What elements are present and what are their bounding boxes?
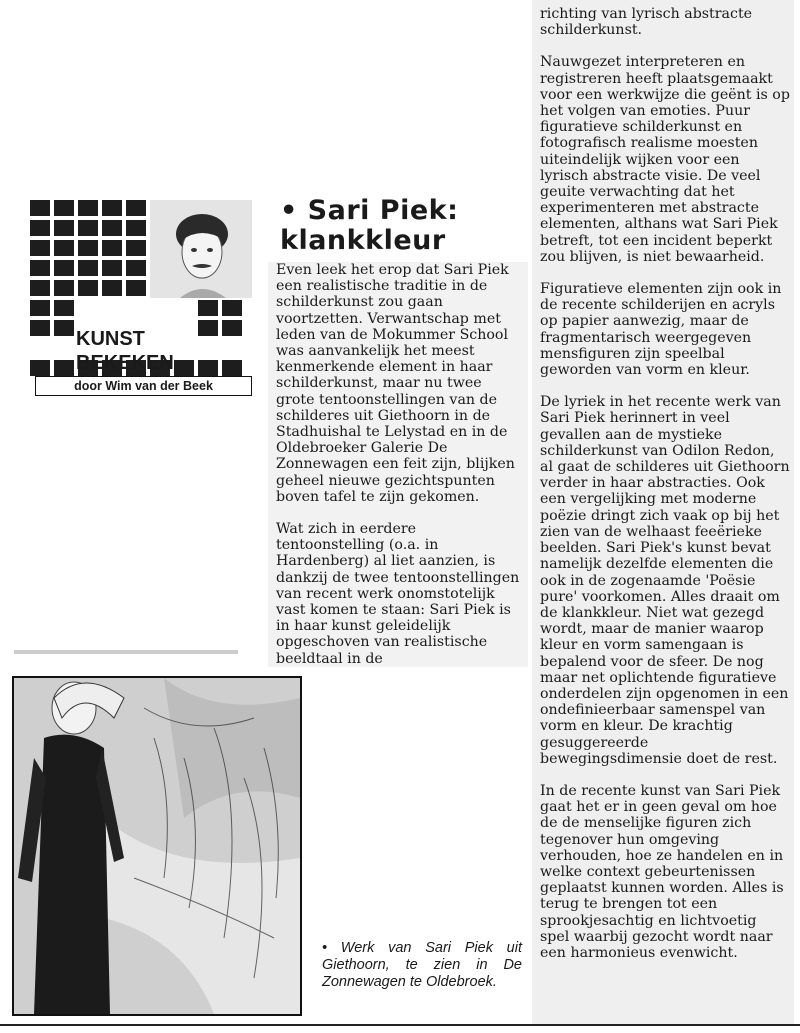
logo-title-kunst: KUNST — [76, 328, 145, 350]
photo-caption: • Werk van Sari Piek uit Giethoorn, te zien in De Zonnewagen te Oldebroek. — [322, 940, 522, 990]
article-column-middle — [268, 186, 528, 683]
paragraph: Figuratieve elementen zijn ook in de recente schilderijen en acryls op papier aanwezig, maar de fragmentarisch weergegeven mensfiguren zijn speelbal geworden van vorm en kleur. — [540, 281, 782, 379]
clipped-text-fragment — [14, 650, 238, 654]
paragraph: Even leek het erop dat Sari Piek een realistische traditie in de schilderkunst zou gaan voortzetten. Verwantschap met leden van de Mokummer School was aanvankelijk het meest kenmerkende element in haar schilderkunst, maar nu twee grote tentoonstellingen van de schilderes uit Giethoorn in de Stadhuishal te Lelystad en in de Oldebroeker Galerie De Zonnewagen een feit zijn, blijken geheel nieuwe gezichtspunten boven tafel te zijn gekomen. — [276, 262, 515, 505]
logo-title-bekeken: BEKEKEN — [76, 352, 174, 374]
headline: • Sari Piek: klankkleur — [280, 195, 459, 256]
paragraph: richting van lyrisch abstracte schilderkunst. — [540, 6, 753, 39]
paragraph: Nauwgezet interpreteren en registreren heeft plaatsgemaakt voor een werkwijze die geënt is op het volgen van emoties. Puur figuratieve schilderkunst en fotografisch realisme moesten uiteindelijk wijken voor een lyrisch abstracte visie. De veel geuite verwachting dat het experimenteren met abstracte elementen, althans wat Sari Piek betreft, tot een incident beperkt zou blijven, is niet bewaarheid. — [540, 54, 790, 265]
artwork-photo — [12, 676, 302, 1016]
paragraph: In de recente kunst van Sari Piek gaat het er in geen geval om hoe de de menselijke figuren zich tegenover hun omgeving verhouden, hoe ze handelen en in welke context gebeurtenissen geplaatst kunnen worden. Alles is terug te brengen tot een sprookjesachtig en lichtvoetig spel waarbij gezocht wordt naar een harmonieus evenwicht. — [540, 782, 784, 961]
author-byline: door Wim van der Beek — [35, 376, 252, 396]
paragraph: Wat zich in eerdere tentoonstelling (o.a. in Hardenberg) al liet aanzien, is dankzij de twee tentoonstellingen van recent werk onomstotelijk vast komen te staan: Sari Piek is in haar kunst geleidelijk opgeschoven van realistische beeldtaal in de — [276, 521, 520, 667]
article-body-middle — [268, 262, 528, 667]
kunst-bekeken-logo — [30, 200, 252, 426]
article-column-right — [532, 0, 794, 1024]
bottom-rule — [0, 1024, 800, 1026]
paragraph: De lyriek in het recente werk van Sari Piek herinnert in veel gevallen aan de mystieke schilderkunst van Odilon Redon, al gaat de schilderes uit Giethoorn verder in haar abstracties. Ook een vergelijking met moderne poëzie dringt zich vaak op bij het zien van de welhaast feeërieke beelden. Sari Piek's kunst bevat namelijk dezelfde elementen die ook in de zogenaamde 'Poësie pure' voorkomen. Alles draait om de klankkleur. Niet wat gezegd wordt, maar de manier waarop kleur en vorm samengaan is bepalend voor de sfeer. De nog maar net oplichtende figuratieve onderdelen zijn opgenomen in een ondefinieerbaar samenspel van vorm en kleur. De krachtig gesuggereerde bewegingsdimensie doet de rest. — [540, 394, 790, 767]
author-portrait — [150, 200, 252, 298]
